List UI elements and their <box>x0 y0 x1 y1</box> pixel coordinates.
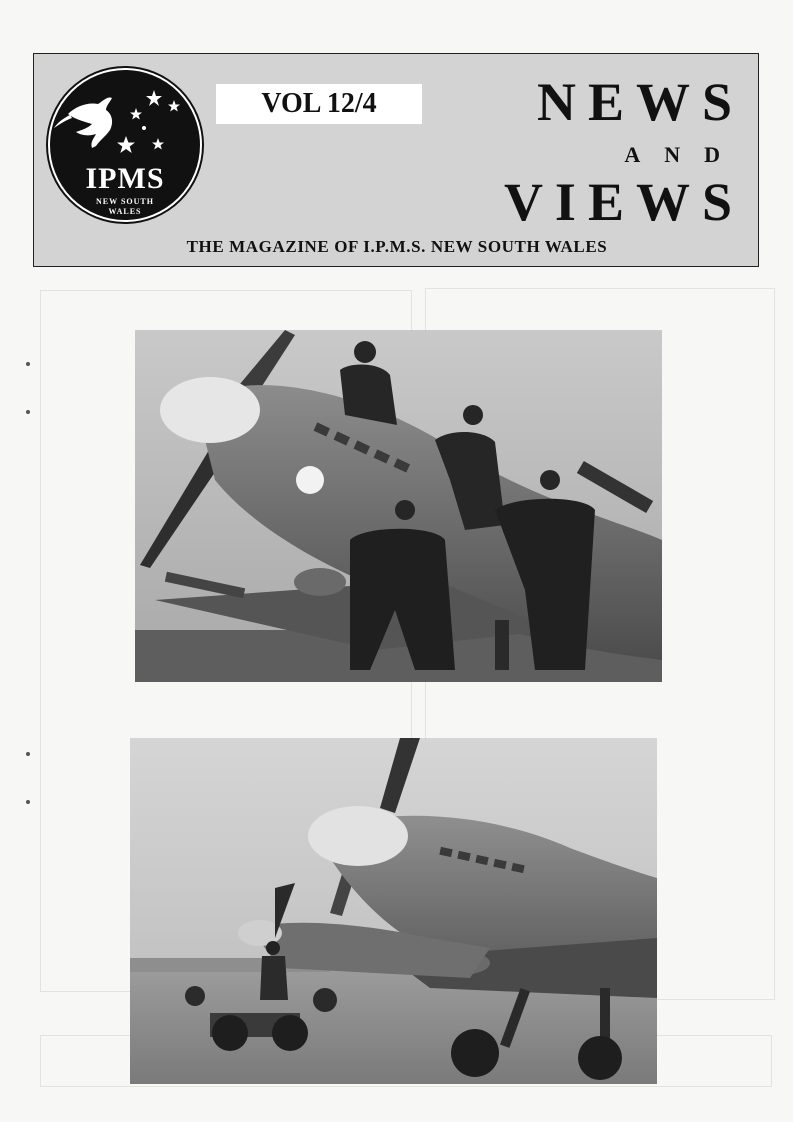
title-views: VIEWS <box>503 172 744 232</box>
spitfire-crew-photo <box>135 330 662 682</box>
spitfire-airfield-photo <box>130 738 657 1084</box>
punch-hole <box>26 800 30 804</box>
magazine-tagline: THE MAGAZINE OF I.P.M.S. NEW SOUTH WALES <box>186 237 608 256</box>
logo-title: IPMS <box>85 162 165 195</box>
title-and: AND <box>624 142 744 167</box>
ipms-logo <box>46 66 204 224</box>
punch-hole <box>26 752 30 756</box>
volume-label: VOL 12/4 <box>216 84 422 124</box>
masthead <box>33 53 759 267</box>
logo-region-line2: WALES <box>108 207 142 216</box>
title-news: NEWS <box>536 72 744 132</box>
logo-region-line1: NEW SOUTH <box>96 197 154 206</box>
punch-hole <box>26 362 30 366</box>
punch-hole <box>26 410 30 414</box>
